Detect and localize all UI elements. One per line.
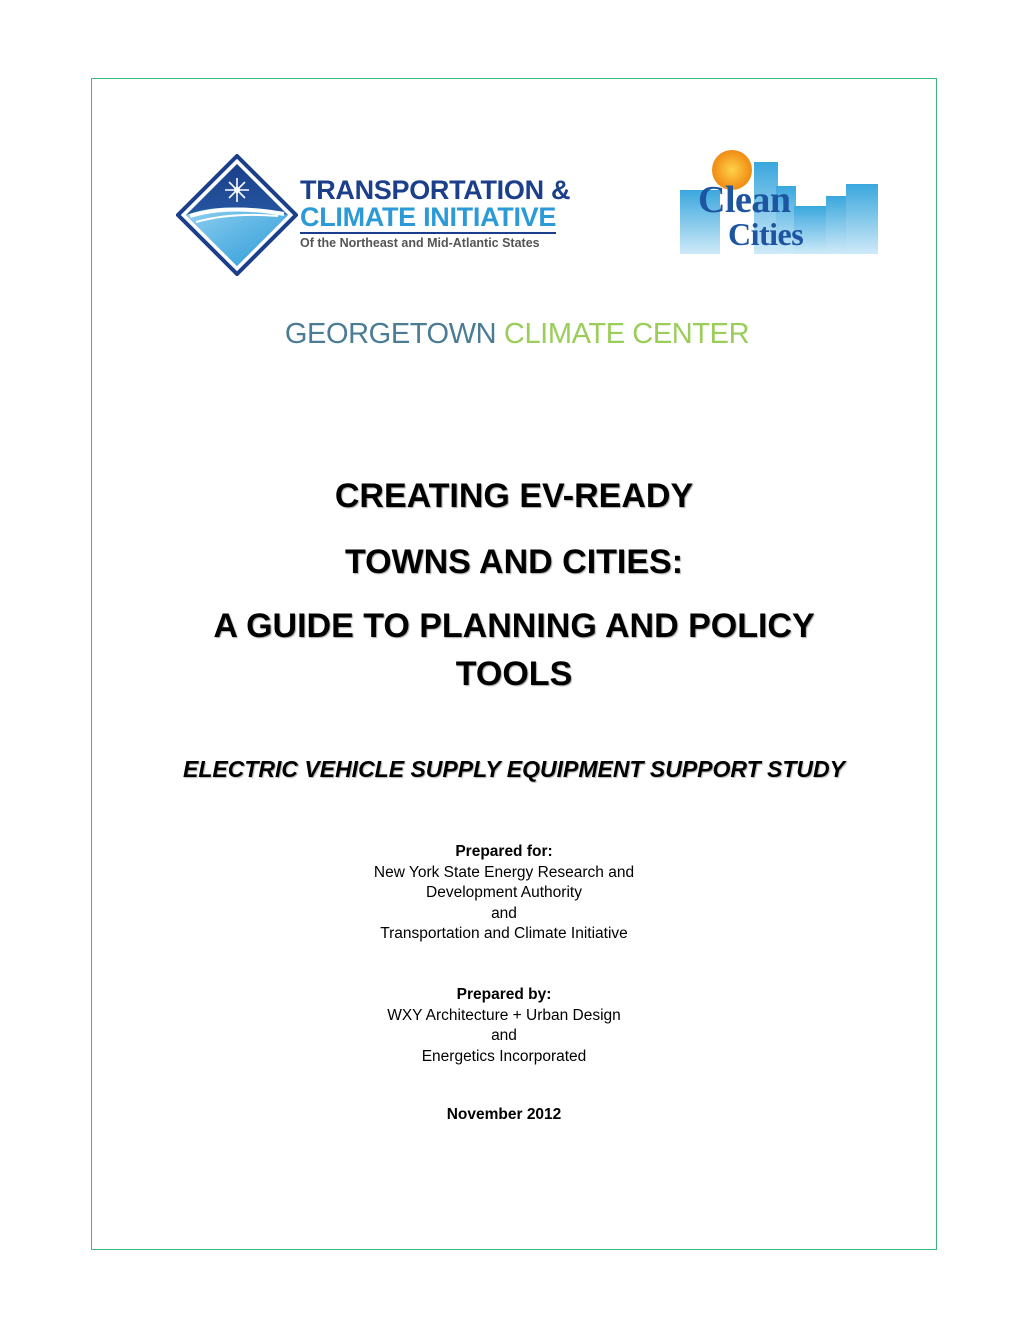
prepared-by-heading: Prepared by: [456, 986, 552, 1003]
document-title [91, 476, 937, 698]
prepared-by-line: and [491, 1027, 517, 1044]
prepared-for-line: and [491, 904, 517, 922]
document-subtitle: ELECTRIC VEHICLE SUPPLY EQUIPMENT SUPPORT STUDY [183, 756, 845, 782]
prepared-by-block [91, 985, 917, 1067]
publication-date: November 2012 [446, 1106, 562, 1123]
title-line1: CREATING EV-READY [334, 477, 694, 515]
tci-diamond-icon [176, 154, 298, 276]
prepared-for-line: Transportation and Climate Initiative [380, 925, 628, 942]
prepared-by-line: Energetics Incorporated [421, 1047, 587, 1065]
clean-cities-word1: Clean [698, 179, 791, 221]
georgetown-climate-center-logo [0, 318, 1034, 351]
georgetown-word: GEORGETOWN [284, 318, 497, 350]
title-line3: A GUIDE TO PLANNING AND POLICY [213, 607, 815, 645]
clean-cities-logo [676, 148, 880, 254]
prepared-for-block [91, 842, 917, 945]
tci-tagline: Of the Northeast and Mid-Atlantic States [300, 236, 540, 250]
climate-center-word: CLIMATE CENTER [503, 318, 750, 350]
prepared-by-line: WXY Architecture + Urban Design [387, 1006, 621, 1024]
prepared-for-heading: Prepared for: [455, 843, 553, 860]
tci-logo [176, 154, 606, 278]
prepared-for-line: New York State Energy Research and [373, 863, 635, 881]
prepared-for-line: Development Authority [426, 884, 582, 901]
title-line4: TOOLS [455, 655, 573, 693]
tci-title-line2: CLIMATE INITIATIVE [300, 202, 557, 232]
tci-title-line1: TRANSPORTATION & [300, 175, 571, 205]
clean-cities-word2: Cities [728, 216, 804, 252]
title-line2: TOWNS AND CITIES: [344, 543, 684, 581]
